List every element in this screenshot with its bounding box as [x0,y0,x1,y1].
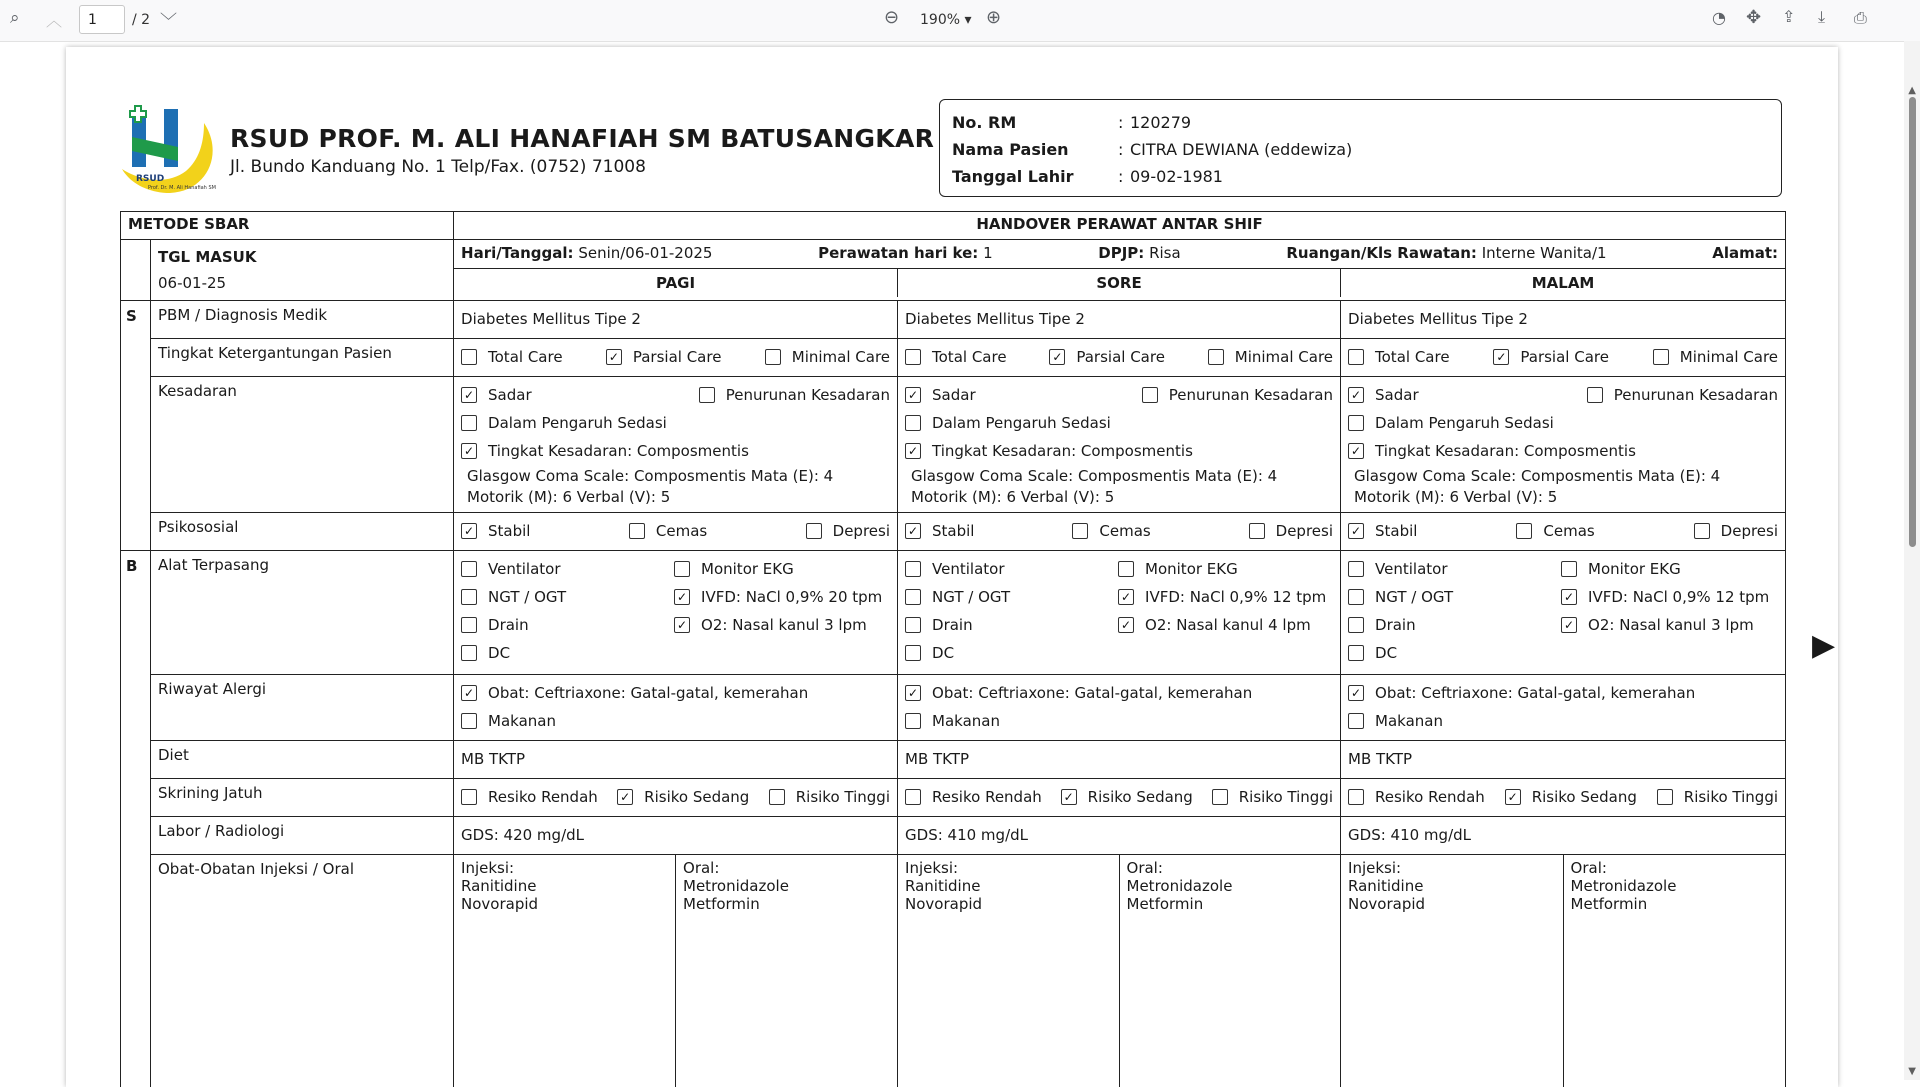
makanan-label: Makanan [488,712,556,730]
checkbox-ventilator[interactable] [905,561,921,577]
checkbox-risiko-tinggi[interactable] [769,789,785,805]
checkbox-stabil[interactable] [1348,523,1364,539]
minimal-care-label: Minimal Care [1235,348,1333,366]
oral-item: Metformin [1127,895,1334,913]
vertical-scrollbar[interactable] [1904,41,1920,1080]
tanggal-lahir-label: Tanggal Lahir [952,167,1074,186]
diagnosis-pagi: Diabetes Mellitus Tipe 2 [461,305,890,333]
risiko-sedang-label: Risiko Sedang [1532,788,1637,806]
checkbox-ventilator[interactable] [1348,561,1364,577]
checkbox-stabil[interactable] [905,523,921,539]
diet-label: Diet [151,741,454,779]
checkbox-drain[interactable] [905,617,921,633]
checkbox-parsial-care[interactable] [1049,349,1065,365]
diet-malam: MB TKTP [1348,745,1778,773]
sedasi-label: Dalam Pengaruh Sedasi [488,414,667,432]
checkbox-cemas[interactable] [1516,523,1532,539]
hospital-name: RSUD PROF. M. ALI HANAFIAH SM BATUSANGKAR [230,124,934,153]
pbm-label: PBM / Diagnosis Medik [151,301,454,339]
stabil-label: Stabil [1375,522,1417,540]
no-rm-value: 120279 [1130,113,1191,132]
checkbox-resiko-rendah[interactable] [905,789,921,805]
checkbox-ngt[interactable] [905,589,921,605]
download-icon[interactable]: ⤓ [1818,7,1825,27]
gcs-line-1: Glasgow Coma Scale: Composmentis Mata (E): 4 [1348,465,1778,486]
ivfd-label: IVFD: NaCl 0,9% 20 tpm [701,588,882,606]
ventilator-label: Ventilator [1375,560,1447,578]
scroll-up-icon[interactable]: ▲ [1908,85,1916,96]
oral-item: Metformin [683,895,890,913]
injeksi-item: Novorapid [461,895,668,913]
up-chevron-icon[interactable]: ︿ [46,8,62,31]
checkbox-alergi-makanan[interactable] [461,713,477,729]
metode-sbar-title: METODE SBAR [121,212,454,240]
scroll-thumb[interactable] [1909,97,1916,547]
checkbox-alergi-obat[interactable] [461,685,477,701]
diagnosis-malam: Diabetes Mellitus Tipe 2 [1348,305,1778,333]
colon: : [1118,140,1123,159]
patient-info-box [939,99,1782,197]
gcs-line-2: Motorik (M): 6 Verbal (V): 5 [1348,486,1778,507]
depresi-label: Depresi [833,522,890,540]
share-icon[interactable]: ⇪ [1782,7,1795,26]
scroll-down-icon[interactable]: ▼ [1908,1066,1916,1077]
checkbox-minimal-care[interactable] [1208,349,1224,365]
next-page-arrow-icon[interactable]: ▶ [1812,628,1835,663]
alergi-obat-label: Obat: Ceftriaxone: Gatal-gatal, kemerahan [932,684,1252,702]
checkbox-ngt[interactable] [1348,589,1364,605]
checkbox-penurunan-kesadaran[interactable] [1587,387,1603,403]
dc-label: DC [1375,644,1397,662]
hari-label: Hari/Tanggal: [461,244,574,262]
depresi-label: Depresi [1276,522,1333,540]
checkbox-alergi-makanan[interactable] [1348,713,1364,729]
ruangan-label: Ruangan/Kls Rawatan: [1286,244,1477,262]
print-icon[interactable]: ⎙ [1854,8,1867,28]
checkbox-ventilator[interactable] [461,561,477,577]
oral-item: Metronidazole [1571,877,1779,895]
checkbox-sedasi[interactable] [1348,415,1364,431]
checkbox-drain[interactable] [461,617,477,633]
oral-item: Metronidazole [683,877,890,895]
svg-text:Prof. Dr. M. Ali Hanafiah SM: Prof. Dr. M. Ali Hanafiah SM [148,185,216,191]
checkbox-penurunan-kesadaran[interactable] [1142,387,1158,403]
total-care-label: Total Care [488,348,563,366]
kesadaran-label: Kesadaran [151,377,454,513]
colon: : [1118,167,1123,186]
ngt-label: NGT / OGT [932,588,1010,606]
checkbox-resiko-rendah[interactable] [1348,789,1364,805]
ivfd-label: IVFD: NaCl 0,9% 12 tpm [1588,588,1769,606]
search-icon[interactable]: ⌕ [10,8,20,28]
oral-heading: Oral: [1571,859,1779,877]
hospital-logo [118,103,218,197]
no-rm-label: No. RM [952,113,1016,132]
svg-text:RSUD: RSUD [136,174,164,184]
risiko-sedang-label: Risiko Sedang [1088,788,1193,806]
labor-pagi: GDS: 420 mg/dL [461,821,890,849]
injeksi-item: Ranitidine [905,877,1112,895]
oral-item: Metformin [1571,895,1779,913]
o2-label: O2: Nasal kanul 4 lpm [1145,616,1311,634]
o2-label: O2: Nasal kanul 3 lpm [701,616,867,634]
tgl-masuk-label: TGL MASUK [158,244,446,270]
checkbox-risiko-sedang[interactable] [1505,789,1521,805]
alergi-obat-label: Obat: Ceftriaxone: Gatal-gatal, kemerahan [1375,684,1695,702]
cemas-label: Cemas [1099,522,1150,540]
gcs-line-2: Motorik (M): 6 Verbal (V): 5 [461,486,890,507]
parsial-care-label: Parsial Care [633,348,722,366]
minimal-care-label: Minimal Care [792,348,890,366]
nama-pasien-value: CITRA DEWIANA (eddewiza) [1130,140,1352,159]
down-chevron-icon[interactable]: ﹀ [160,7,177,32]
injeksi-item: Ranitidine [1348,877,1556,895]
pdf-page [66,47,1838,1087]
sadar-label: Sadar [932,386,976,404]
stabil-label: Stabil [932,522,974,540]
risiko-tinggi-label: Risiko Tinggi [1684,788,1778,806]
injeksi-item: Ranitidine [461,877,668,895]
tingkat-label: Tingkat Kesadaran: Composmentis [1375,442,1636,460]
parsial-care-label: Parsial Care [1520,348,1609,366]
pdf-toolbar [0,0,1920,42]
nama-pasien-label: Nama Pasien [952,140,1069,159]
labor-sore: GDS: 410 mg/dL [905,821,1333,849]
zoom-out-icon[interactable]: ⊖ [884,7,899,28]
total-care-label: Total Care [1375,348,1450,366]
injeksi-heading: Injeksi: [461,859,668,877]
checkbox-monitor-ekg[interactable] [674,561,690,577]
checkbox-drain[interactable] [1348,617,1364,633]
labor-label: Labor / Radiologi [151,817,454,855]
hari-value: Senin/06-01-2025 [574,244,713,262]
diet-pagi: MB TKTP [461,745,890,773]
drain-label: Drain [1375,616,1416,634]
monitor-label: Monitor EKG [1588,560,1681,578]
tanggal-lahir-value: 09-02-1981 [1130,167,1223,186]
checkbox-cemas[interactable] [1072,523,1088,539]
monitor-label: Monitor EKG [701,560,794,578]
risiko-tinggi-label: Risiko Tinggi [796,788,890,806]
tgl-masuk-value: 06-01-25 [158,270,446,296]
checkbox-o2[interactable] [674,617,690,633]
checkbox-monitor-ekg[interactable] [1118,561,1134,577]
checkbox-alergi-makanan[interactable] [905,713,921,729]
sadar-label: Sadar [488,386,532,404]
checkbox-parsial-care[interactable] [1493,349,1509,365]
checkbox-sadar[interactable] [905,387,921,403]
dc-label: DC [488,644,510,662]
zoom-dropdown[interactable]: 190% ▾ [920,12,972,28]
checkbox-risiko-sedang[interactable] [1061,789,1077,805]
tingkat-label: Tingkat Kesadaran: Composmentis [488,442,749,460]
ngt-label: NGT / OGT [1375,588,1453,606]
checkbox-tingkat-kesadaran[interactable] [905,443,921,459]
shift-malam-header: MALAM [1341,269,1785,297]
checkbox-tingkat-kesadaran[interactable] [1348,443,1364,459]
oral-heading: Oral: [1127,859,1334,877]
tingkat-label: Tingkat Kesadaran: Composmentis [932,442,1193,460]
ivfd-label: IVFD: NaCl 0,9% 12 tpm [1145,588,1326,606]
checkbox-alergi-obat[interactable] [1348,685,1364,701]
checkbox-tingkat-kesadaran[interactable] [461,443,477,459]
oral-item: Metronidazole [1127,877,1334,895]
ngt-label: NGT / OGT [488,588,566,606]
alergi-label: Riwayat Alergi [151,675,454,741]
checkbox-sadar[interactable] [1348,387,1364,403]
minimal-care-label: Minimal Care [1680,348,1778,366]
dpjp-label: DPJP: [1098,244,1144,262]
checkbox-cemas[interactable] [629,523,645,539]
checkbox-resiko-rendah[interactable] [461,789,477,805]
ketergantungan-label: Tingkat Ketergantungan Pasien [151,339,454,377]
section-b-letter: B [121,551,151,1087]
checkbox-dc[interactable] [461,645,477,661]
checkbox-o2[interactable] [1118,617,1134,633]
checkbox-total-care[interactable] [461,349,477,365]
alamat-label: Alamat: [1712,244,1778,262]
checkbox-parsial-care[interactable] [606,349,622,365]
labor-malam: GDS: 410 mg/dL [1348,821,1778,849]
risiko-tinggi-label: Risiko Tinggi [1239,788,1333,806]
perawatan-label: Perawatan hari ke: [818,244,978,262]
checkbox-o2[interactable] [1561,617,1577,633]
checkbox-sedasi[interactable] [905,415,921,431]
diagnosis-sore: Diabetes Mellitus Tipe 2 [905,305,1333,333]
checkbox-stabil[interactable] [461,523,477,539]
psikososial-label: Psikososial [151,513,454,551]
zoom-in-icon[interactable]: ⊕ [986,7,1001,28]
checkbox-ivfd[interactable] [1561,589,1577,605]
injeksi-item: Novorapid [905,895,1112,913]
injeksi-item: Novorapid [1348,895,1556,913]
checkbox-risiko-tinggi[interactable] [1212,789,1228,805]
checkbox-depresi[interactable] [806,523,822,539]
page-number-input[interactable] [79,5,125,34]
alat-label: Alat Terpasang [151,551,454,675]
checkbox-sedasi[interactable] [461,415,477,431]
checkbox-total-care[interactable] [1348,349,1364,365]
injeksi-heading: Injeksi: [1348,859,1556,877]
handover-table [120,211,1786,1087]
checkbox-risiko-sedang[interactable] [617,789,633,805]
ruangan-value: Interne Wanita/1 [1477,244,1607,262]
checkbox-ivfd[interactable] [674,589,690,605]
checkbox-monitor-ekg[interactable] [1561,561,1577,577]
page-total: / 2 [132,12,150,28]
injeksi-heading: Injeksi: [905,859,1112,877]
alergi-obat-label: Obat: Ceftriaxone: Gatal-gatal, kemerahan [488,684,808,702]
oral-heading: Oral: [683,859,890,877]
gcs-line-2: Motorik (M): 6 Verbal (V): 5 [905,486,1333,507]
checkbox-depresi[interactable] [1694,523,1710,539]
parsial-care-label: Parsial Care [1076,348,1165,366]
ventilator-label: Ventilator [488,560,560,578]
jatuh-label: Skrining Jatuh [151,779,454,817]
drain-label: Drain [932,616,973,634]
penurunan-label: Penurunan Kesadaran [726,386,890,404]
shift-sore-header: SORE [898,269,1341,297]
checkbox-minimal-care[interactable] [765,349,781,365]
checkbox-ngt[interactable] [461,589,477,605]
hospital-address: Jl. Bundo Kanduang No. 1 Telp/Fax. (0752) 71008 [230,157,646,177]
sedasi-label: Dalam Pengaruh Sedasi [1375,414,1554,432]
visit-meta-row [454,240,1785,269]
annotate-icon[interactable]: ◔ [1712,8,1726,27]
ventilator-label: Ventilator [932,560,1004,578]
checkbox-total-care[interactable] [905,349,921,365]
resiko-rendah-label: Resiko Rendah [932,788,1042,806]
drain-label: Drain [488,616,529,634]
makanan-label: Makanan [1375,712,1443,730]
checkbox-depresi[interactable] [1249,523,1265,539]
colon: : [1118,113,1123,132]
sedasi-label: Dalam Pengaruh Sedasi [932,414,1111,432]
dc-label: DC [932,644,954,662]
risiko-sedang-label: Risiko Sedang [644,788,749,806]
checkbox-minimal-care[interactable] [1653,349,1669,365]
stabil-label: Stabil [488,522,530,540]
total-care-label: Total Care [932,348,1007,366]
checkbox-alergi-obat[interactable] [905,685,921,701]
resiko-rendah-label: Resiko Rendah [488,788,598,806]
o2-label: O2: Nasal kanul 3 lpm [1588,616,1754,634]
resiko-rendah-label: Resiko Rendah [1375,788,1485,806]
depresi-label: Depresi [1721,522,1778,540]
dpjp-value: Risa [1144,244,1180,262]
checkbox-risiko-tinggi[interactable] [1657,789,1673,805]
gcs-line-1: Glasgow Coma Scale: Composmentis Mata (E): 4 [461,465,890,486]
diet-sore: MB TKTP [905,745,1333,773]
penurunan-label: Penurunan Kesadaran [1169,386,1333,404]
handover-title: HANDOVER PERAWAT ANTAR SHIF [454,212,1786,240]
checkbox-sadar[interactable] [461,387,477,403]
checkbox-ivfd[interactable] [1118,589,1134,605]
monitor-label: Monitor EKG [1145,560,1238,578]
perawatan-value: 1 [978,244,992,262]
section-s-letter: S [121,301,151,551]
cemas-label: Cemas [656,522,707,540]
shift-pagi-header: PAGI [454,269,898,297]
penurunan-label: Penurunan Kesadaran [1614,386,1778,404]
checkbox-dc[interactable] [1348,645,1364,661]
makanan-label: Makanan [932,712,1000,730]
obat-label: Obat-Obatan Injeksi / Oral [151,855,454,1087]
gcs-line-1: Glasgow Coma Scale: Composmentis Mata (E): 4 [905,465,1333,486]
checkbox-penurunan-kesadaran[interactable] [699,387,715,403]
checkbox-dc[interactable] [905,645,921,661]
move-icon[interactable]: ✥ [1746,7,1761,28]
sadar-label: Sadar [1375,386,1419,404]
cemas-label: Cemas [1543,522,1594,540]
